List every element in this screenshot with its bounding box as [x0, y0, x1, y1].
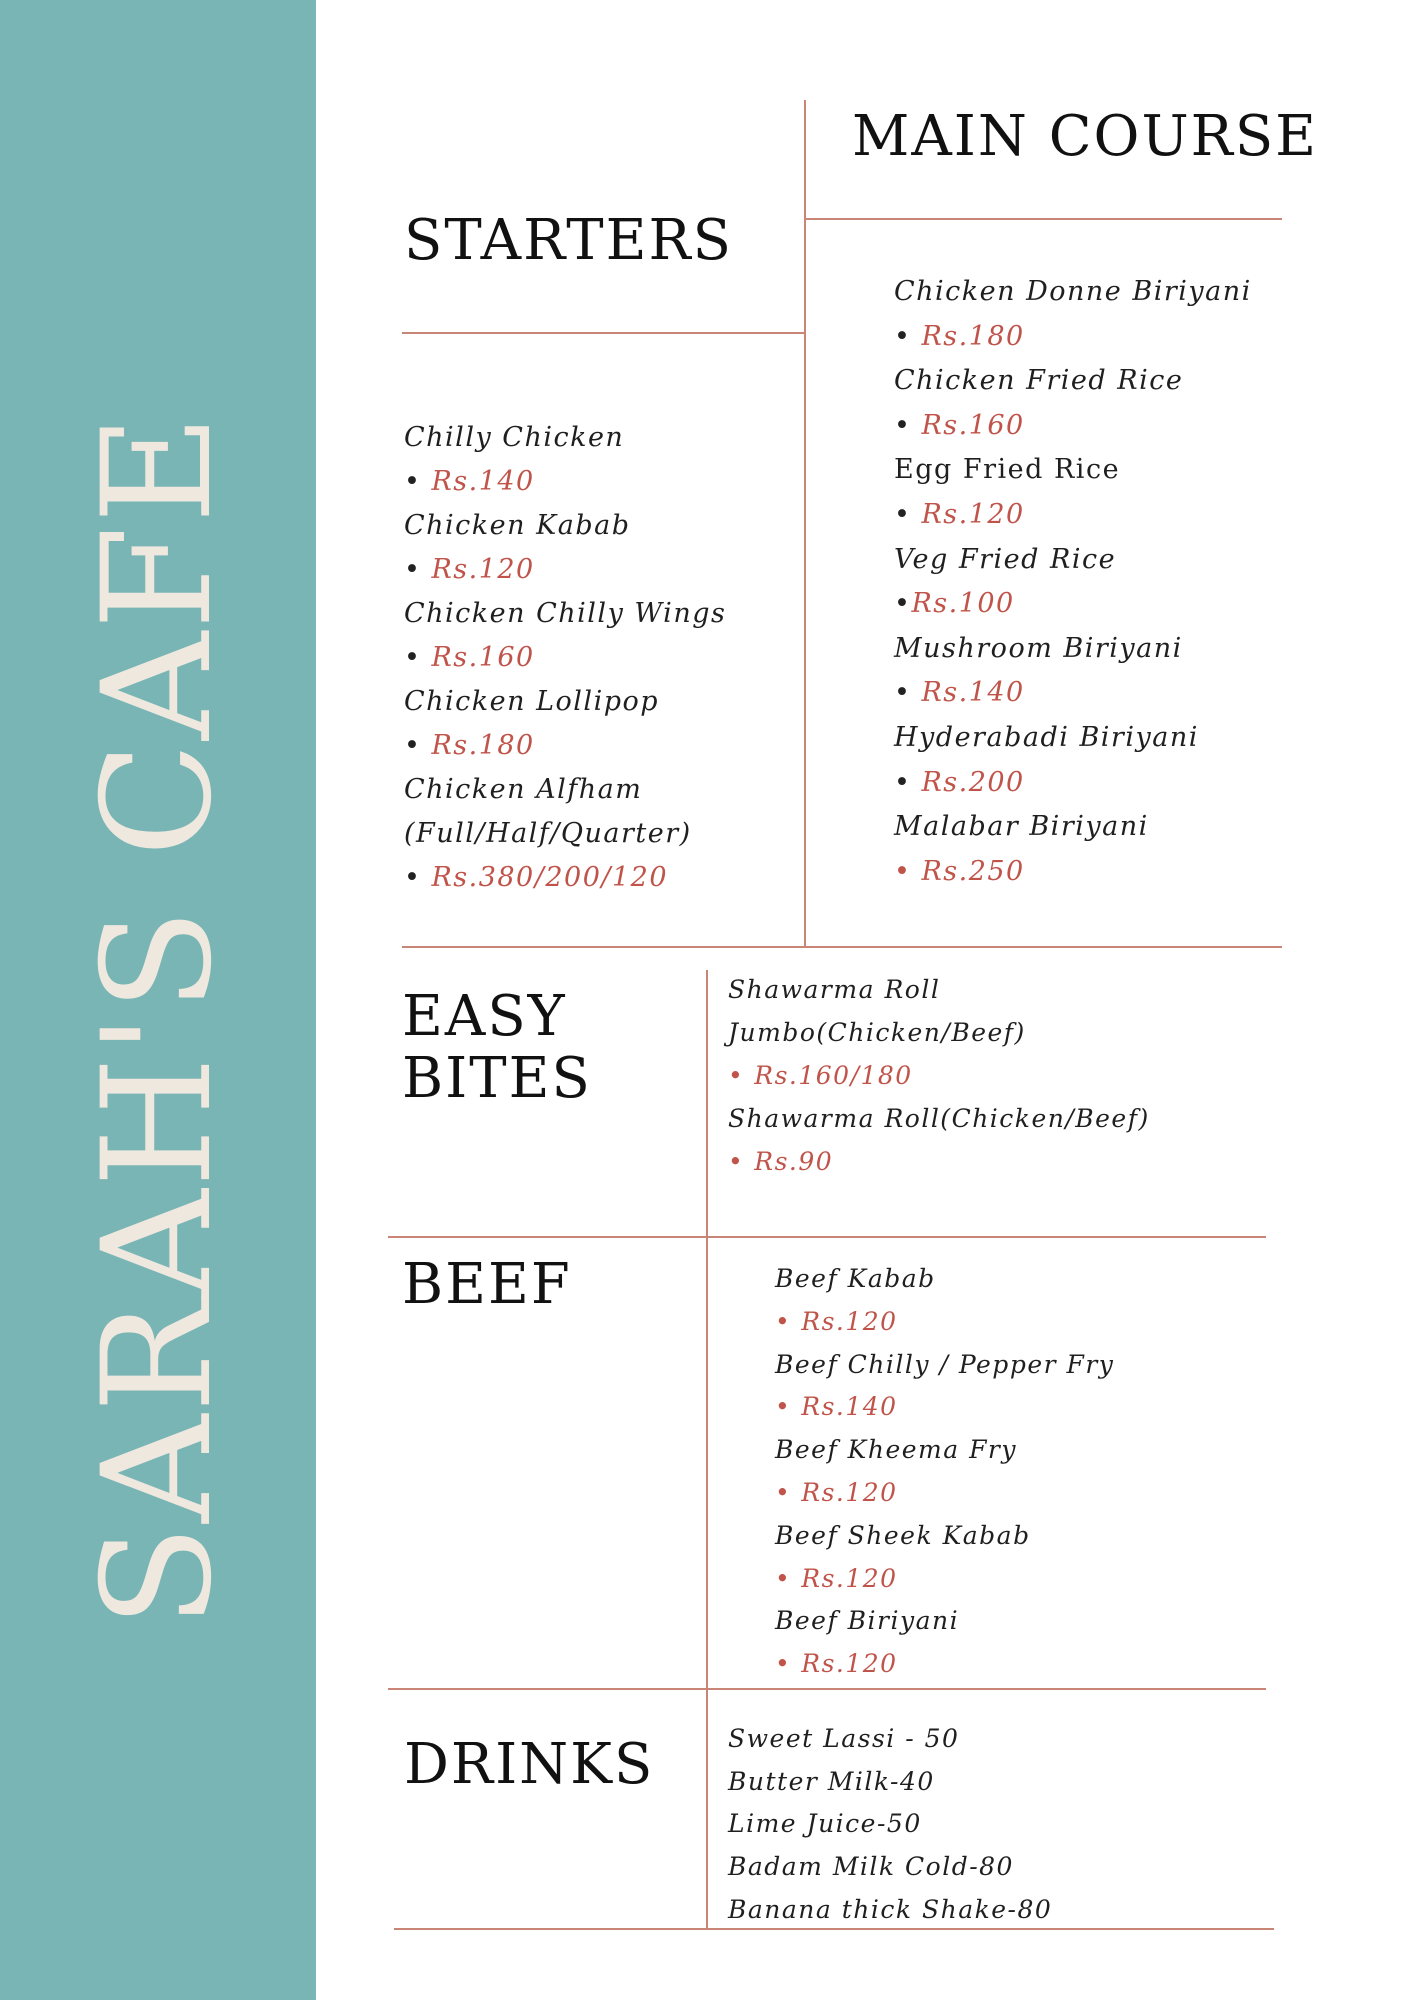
main-course-list: [894, 270, 1252, 894]
menu-item-price: • Rs.120: [775, 1649, 898, 1679]
divider-main-title: [806, 218, 1282, 220]
bullet-icon: •: [775, 1392, 792, 1422]
menu-item-name: Shawarma Roll: [728, 975, 941, 1004]
easy-bites-list: [728, 968, 1150, 1183]
drink-item: Banana thick Shake-80: [728, 1894, 1053, 1924]
section-title-main-course: MAIN COURSE: [852, 104, 1319, 169]
brand-sidebar: [0, 0, 316, 2000]
menu-item-name: Beef Biriyani: [775, 1606, 960, 1636]
bullet-icon: •: [404, 862, 422, 893]
menu-item-name: Beef Kabab: [775, 1264, 936, 1293]
menu-item-name: Beef Sheek Kabab: [775, 1520, 1031, 1550]
bullet-icon: •: [894, 409, 912, 441]
bullet-icon: •: [728, 1061, 745, 1090]
menu-item-name: Chicken Chilly Wings: [404, 598, 727, 629]
menu-item-price: • Rs.90: [728, 1147, 834, 1176]
easy-bites-title-line2: BITES: [402, 1046, 592, 1111]
menu-item-price: • Rs.180: [894, 320, 1025, 352]
menu-item-price: • Rs.140: [404, 466, 535, 497]
menu-item-name: Mushroom Biriyani: [894, 632, 1183, 664]
bullet-icon: •: [894, 498, 912, 530]
menu-item-price: • Rs.160/180: [728, 1061, 913, 1090]
divider-section-2: [388, 1236, 1266, 1238]
divider-section-1: [402, 946, 1282, 948]
menu-item-name: Chilly Chicken: [404, 422, 625, 453]
divider-starters-title: [402, 332, 804, 334]
bullet-icon: •: [728, 1147, 745, 1176]
bullet-icon: •: [894, 855, 912, 887]
bullet-icon: •: [404, 554, 422, 585]
menu-item-name: Hyderabadi Biriyani: [894, 721, 1199, 753]
menu-item-name: Beef Kheema Fry: [775, 1435, 1018, 1465]
menu-item-name: Veg Fried Rice: [894, 543, 1117, 575]
starters-list: [404, 416, 726, 900]
drinks-list: [728, 1718, 1052, 1932]
menu-item-price: • Rs.160: [404, 642, 535, 673]
menu-item-price: • Rs.140: [775, 1392, 898, 1422]
section-title-easy-bites: [402, 986, 592, 1110]
bullet-icon: •: [404, 730, 422, 761]
easy-bites-title-line1: EASY: [402, 984, 567, 1049]
section-title-beef: BEEF: [402, 1252, 572, 1317]
divider-section-3: [388, 1688, 1266, 1690]
bullet-icon: •: [775, 1649, 792, 1679]
menu-item-price: • Rs.120: [775, 1306, 898, 1336]
section-title-drinks: DRINKS: [404, 1732, 655, 1797]
menu-item-price: • Rs.160: [894, 409, 1025, 441]
menu-item-price: • Rs.120: [894, 498, 1025, 530]
bullet-icon: •: [894, 677, 912, 709]
section-title-starters: STARTERS: [404, 208, 734, 273]
menu-item-price: • Rs.120: [775, 1477, 898, 1507]
menu-item-name: Chicken Fried Rice: [894, 365, 1184, 397]
menu-item-name-detail: (Full/Half/Quarter): [404, 818, 692, 849]
menu-item-name: Beef Chilly / Pepper Fry: [775, 1349, 1115, 1379]
bullet-icon: •: [775, 1563, 792, 1593]
menu-item-name-detail: Jumbo(Chicken/Beef): [728, 1018, 1026, 1047]
menu-item-price: • Rs.120: [404, 554, 535, 585]
bullet-icon: •: [894, 766, 912, 798]
beef-list: [775, 1258, 1114, 1686]
bullet-icon: •: [894, 588, 912, 620]
bullet-icon: •: [404, 466, 422, 497]
bullet-icon: •: [404, 642, 422, 673]
menu-item-name: Malabar Biriyani: [894, 811, 1149, 843]
menu-item-price: • Rs.140: [894, 677, 1025, 709]
menu-item-price: • Rs.380/200/120: [404, 862, 669, 893]
menu-item-name: Egg Fried Rice: [894, 454, 1121, 486]
menu-item-price: •Rs.100: [894, 588, 1015, 620]
divider-easy-bites: [706, 970, 708, 1928]
bullet-icon: •: [894, 320, 912, 352]
menu-item-price: • Rs.120: [775, 1563, 898, 1593]
drink-item: Butter Milk-40: [728, 1766, 935, 1796]
bullet-icon: •: [775, 1477, 792, 1507]
drink-item: Badam Milk Cold-80: [728, 1852, 1014, 1882]
menu-item-name: Chicken Alfham: [404, 774, 643, 805]
cafe-name: SARAH'S CAFE: [71, 412, 245, 1628]
menu-item-price: • Rs.250: [894, 855, 1025, 887]
divider-starters-main: [804, 100, 806, 948]
menu-item-name: Chicken Donne Biriyani: [894, 276, 1252, 307]
drink-item: Lime Juice-50: [728, 1809, 922, 1839]
bullet-icon: •: [775, 1306, 792, 1336]
menu-item-price: • Rs.200: [894, 766, 1025, 798]
menu-item-name: Shawarma Roll(Chicken/Beef): [728, 1104, 1150, 1133]
drink-item: Sweet Lassi - 50: [728, 1724, 960, 1753]
menu-item-price: • Rs.180: [404, 730, 535, 761]
menu-item-name: Chicken Lollipop: [404, 686, 660, 717]
menu-item-name: Chicken Kabab: [404, 510, 631, 541]
